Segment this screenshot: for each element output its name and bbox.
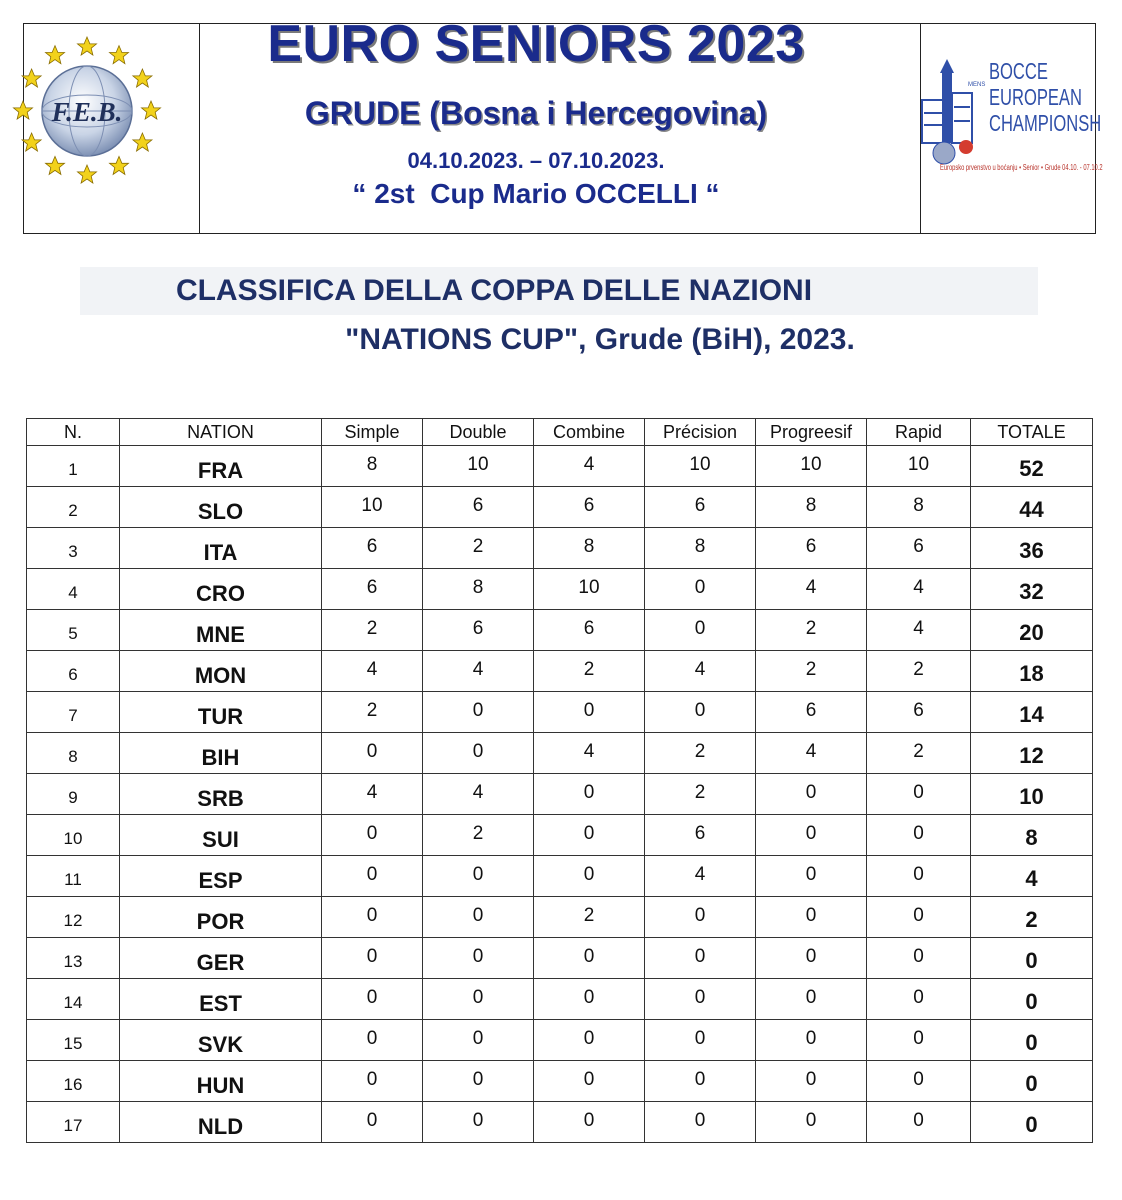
cell-double: 0 bbox=[423, 692, 534, 733]
cell-combine: 8 bbox=[534, 528, 645, 569]
cell-position: 5 bbox=[27, 610, 120, 651]
cell-double: 2 bbox=[423, 815, 534, 856]
cell-simple: 0 bbox=[322, 733, 423, 774]
cell-total: 12 bbox=[971, 733, 1093, 774]
table-row bbox=[27, 487, 1093, 528]
cell-total: 18 bbox=[971, 651, 1093, 692]
cell-rapid: 2 bbox=[867, 733, 971, 774]
cell-progressive: 0 bbox=[756, 774, 867, 815]
cell-rapid: 0 bbox=[867, 1061, 971, 1102]
cell-total: 52 bbox=[971, 446, 1093, 487]
cell-position: 16 bbox=[27, 1061, 120, 1102]
cell-combine: 0 bbox=[534, 979, 645, 1020]
bocce-logo-caption: Europsko prvenstvo u boćanju • Senior • Grude 04.10. - 07.10.2 bbox=[940, 163, 1103, 172]
cell-double: 8 bbox=[423, 569, 534, 610]
cell-combine: 10 bbox=[534, 569, 645, 610]
cell-nation: MNE bbox=[120, 610, 322, 651]
bocce-logo-small-text: MENS bbox=[968, 82, 986, 88]
nations-cup-table bbox=[26, 418, 1093, 1143]
cell-combine: 0 bbox=[534, 856, 645, 897]
col-header-progressive: Progreesif bbox=[756, 419, 867, 446]
star-icon bbox=[142, 101, 161, 119]
cell-position: 10 bbox=[27, 815, 120, 856]
cell-simple: 0 bbox=[322, 979, 423, 1020]
col-header-total: TOTALE bbox=[971, 419, 1093, 446]
cell-position: 3 bbox=[27, 528, 120, 569]
cell-simple: 10 bbox=[322, 487, 423, 528]
cell-progressive: 0 bbox=[756, 897, 867, 938]
star-icon bbox=[110, 156, 129, 174]
cell-simple: 0 bbox=[322, 856, 423, 897]
cell-precision: 10 bbox=[645, 446, 756, 487]
cell-combine: 0 bbox=[534, 1061, 645, 1102]
table-row bbox=[27, 610, 1093, 651]
feb-logo-text: F.E.B. bbox=[51, 97, 123, 127]
cell-double: 0 bbox=[423, 897, 534, 938]
cell-double: 6 bbox=[423, 610, 534, 651]
table-row bbox=[27, 528, 1093, 569]
cell-precision: 4 bbox=[645, 651, 756, 692]
cell-progressive: 6 bbox=[756, 692, 867, 733]
table-row bbox=[27, 569, 1093, 610]
cell-simple: 0 bbox=[322, 1102, 423, 1143]
cell-rapid: 0 bbox=[867, 1020, 971, 1061]
cell-progressive: 4 bbox=[756, 569, 867, 610]
cell-progressive: 0 bbox=[756, 1061, 867, 1102]
cell-rapid: 0 bbox=[867, 815, 971, 856]
table-row bbox=[27, 1020, 1093, 1061]
cell-progressive: 0 bbox=[756, 815, 867, 856]
cell-combine: 4 bbox=[534, 733, 645, 774]
cell-double: 0 bbox=[423, 1061, 534, 1102]
cell-position: 8 bbox=[27, 733, 120, 774]
table-row bbox=[27, 815, 1093, 856]
bocce-logo-line: EUROPEAN bbox=[989, 84, 1082, 110]
bocce-logo-line: CHAMPIONSH bbox=[989, 110, 1102, 136]
star-icon bbox=[110, 46, 129, 64]
cell-nation: TUR bbox=[120, 692, 322, 733]
cell-rapid: 8 bbox=[867, 487, 971, 528]
cell-double: 4 bbox=[423, 651, 534, 692]
cell-total: 44 bbox=[971, 487, 1093, 528]
cell-rapid: 0 bbox=[867, 897, 971, 938]
table-row bbox=[27, 651, 1093, 692]
cell-position: 6 bbox=[27, 651, 120, 692]
table-row bbox=[27, 1102, 1093, 1143]
cell-precision: 0 bbox=[645, 569, 756, 610]
cell-position: 11 bbox=[27, 856, 120, 897]
cell-double: 0 bbox=[423, 938, 534, 979]
cell-total: 0 bbox=[971, 1061, 1093, 1102]
cell-position: 12 bbox=[27, 897, 120, 938]
cell-double: 0 bbox=[423, 1102, 534, 1143]
cell-double: 0 bbox=[423, 979, 534, 1020]
cell-progressive: 2 bbox=[756, 651, 867, 692]
cell-precision: 0 bbox=[645, 979, 756, 1020]
event-title: EURO SENIORS 2023 bbox=[267, 15, 805, 73]
cell-precision: 0 bbox=[645, 692, 756, 733]
star-icon bbox=[133, 69, 152, 87]
cell-combine: 0 bbox=[534, 815, 645, 856]
cell-double: 4 bbox=[423, 774, 534, 815]
cell-rapid: 2 bbox=[867, 651, 971, 692]
cell-precision: 0 bbox=[645, 1061, 756, 1102]
col-header-precision: Précision bbox=[645, 419, 756, 446]
cell-precision: 8 bbox=[645, 528, 756, 569]
col-header-double: Double bbox=[423, 419, 534, 446]
cell-position: 15 bbox=[27, 1020, 120, 1061]
cell-total: 32 bbox=[971, 569, 1093, 610]
cell-rapid: 4 bbox=[867, 569, 971, 610]
cell-nation: ESP bbox=[120, 856, 322, 897]
table-row bbox=[27, 774, 1093, 815]
cell-nation: SUI bbox=[120, 815, 322, 856]
event-location: GRUDE (Bosna i Hercegovina) bbox=[304, 95, 768, 131]
cell-simple: 0 bbox=[322, 897, 423, 938]
cell-simple: 2 bbox=[322, 610, 423, 651]
cell-progressive: 0 bbox=[756, 1102, 867, 1143]
cell-progressive: 6 bbox=[756, 528, 867, 569]
cell-progressive: 4 bbox=[756, 733, 867, 774]
cell-total: 2 bbox=[971, 897, 1093, 938]
cell-simple: 0 bbox=[322, 1020, 423, 1061]
cell-double: 0 bbox=[423, 856, 534, 897]
cell-progressive: 0 bbox=[756, 856, 867, 897]
cell-double: 2 bbox=[423, 528, 534, 569]
cell-simple: 4 bbox=[322, 774, 423, 815]
cell-total: 0 bbox=[971, 1020, 1093, 1061]
cell-precision: 2 bbox=[645, 733, 756, 774]
cell-nation: BIH bbox=[120, 733, 322, 774]
cell-rapid: 4 bbox=[867, 610, 971, 651]
ranking-subtitle: "NATIONS CUP", Grude (BiH), 2023. bbox=[345, 323, 855, 356]
cell-rapid: 0 bbox=[867, 774, 971, 815]
cell-nation: SRB bbox=[120, 774, 322, 815]
cell-total: 4 bbox=[971, 856, 1093, 897]
cell-combine: 4 bbox=[534, 446, 645, 487]
cell-nation: FRA bbox=[120, 446, 322, 487]
cell-nation: ITA bbox=[120, 528, 322, 569]
cell-simple: 6 bbox=[322, 528, 423, 569]
cell-combine: 0 bbox=[534, 938, 645, 979]
cell-combine: 0 bbox=[534, 692, 645, 733]
cell-combine: 2 bbox=[534, 651, 645, 692]
cell-total: 0 bbox=[971, 1102, 1093, 1143]
cell-double: 0 bbox=[423, 733, 534, 774]
cell-progressive: 10 bbox=[756, 446, 867, 487]
cell-rapid: 6 bbox=[867, 692, 971, 733]
col-header-nation: NATION bbox=[120, 419, 322, 446]
star-icon bbox=[46, 156, 65, 174]
cell-combine: 0 bbox=[534, 1102, 645, 1143]
cell-simple: 0 bbox=[322, 1061, 423, 1102]
cell-progressive: 0 bbox=[756, 938, 867, 979]
table-row bbox=[27, 938, 1093, 979]
cell-progressive: 2 bbox=[756, 610, 867, 651]
cell-precision: 6 bbox=[645, 815, 756, 856]
event-dates: 04.10.2023. – 07.10.2023. bbox=[407, 148, 665, 173]
cell-precision: 0 bbox=[645, 897, 756, 938]
cell-position: 14 bbox=[27, 979, 120, 1020]
cell-nation: CRO bbox=[120, 569, 322, 610]
cell-position: 9 bbox=[27, 774, 120, 815]
cell-rapid: 6 bbox=[867, 528, 971, 569]
cell-progressive: 0 bbox=[756, 979, 867, 1020]
bocce-logo-text bbox=[989, 58, 1101, 136]
cell-total: 14 bbox=[971, 692, 1093, 733]
cell-precision: 6 bbox=[645, 487, 756, 528]
cell-double: 6 bbox=[423, 487, 534, 528]
cell-rapid: 10 bbox=[867, 446, 971, 487]
cell-simple: 2 bbox=[322, 692, 423, 733]
cell-rapid: 0 bbox=[867, 938, 971, 979]
cell-position: 7 bbox=[27, 692, 120, 733]
cell-nation: GER bbox=[120, 938, 322, 979]
cell-position: 13 bbox=[27, 938, 120, 979]
cell-progressive: 0 bbox=[756, 1020, 867, 1061]
table-row bbox=[27, 446, 1093, 487]
cell-nation: POR bbox=[120, 897, 322, 938]
cell-progressive: 8 bbox=[756, 487, 867, 528]
cell-rapid: 0 bbox=[867, 856, 971, 897]
cell-position: 17 bbox=[27, 1102, 120, 1143]
table-row bbox=[27, 897, 1093, 938]
table-row bbox=[27, 979, 1093, 1020]
cell-nation: SLO bbox=[120, 487, 322, 528]
cell-combine: 0 bbox=[534, 774, 645, 815]
cell-nation: EST bbox=[120, 979, 322, 1020]
cell-simple: 4 bbox=[322, 651, 423, 692]
cell-double: 10 bbox=[423, 446, 534, 487]
star-icon bbox=[14, 101, 33, 119]
star-icon bbox=[22, 133, 41, 151]
cell-total: 36 bbox=[971, 528, 1093, 569]
cell-precision: 0 bbox=[645, 1020, 756, 1061]
cell-simple: 8 bbox=[322, 446, 423, 487]
cell-combine: 0 bbox=[534, 1020, 645, 1061]
star-icon bbox=[78, 165, 97, 183]
cell-precision: 0 bbox=[645, 1102, 756, 1143]
cell-nation: SVK bbox=[120, 1020, 322, 1061]
cell-rapid: 0 bbox=[867, 979, 971, 1020]
ranking-title: CLASSIFICA DELLA COPPA DELLE NAZIONI bbox=[175, 274, 813, 307]
cell-precision: 2 bbox=[645, 774, 756, 815]
table-row bbox=[27, 856, 1093, 897]
star-icon bbox=[133, 133, 152, 151]
col-header-position: N. bbox=[27, 419, 120, 446]
cell-simple: 6 bbox=[322, 569, 423, 610]
table-header-row bbox=[27, 419, 1093, 446]
table-row bbox=[27, 733, 1093, 774]
bocce-logo-line: BOCCE bbox=[989, 58, 1048, 84]
cell-double: 0 bbox=[423, 1020, 534, 1061]
star-icon bbox=[46, 46, 65, 64]
col-header-simple: Simple bbox=[322, 419, 423, 446]
cell-position: 2 bbox=[27, 487, 120, 528]
star-icon bbox=[22, 69, 41, 87]
cell-precision: 0 bbox=[645, 610, 756, 651]
col-header-rapid: Rapid bbox=[867, 419, 971, 446]
cell-total: 20 bbox=[971, 610, 1093, 651]
cell-simple: 0 bbox=[322, 815, 423, 856]
table-row bbox=[27, 692, 1093, 733]
col-header-combine: Combine bbox=[534, 419, 645, 446]
event-cup-name: “ 2st Cup Mario OCCELLI “ bbox=[352, 178, 720, 209]
feb-logo-icon bbox=[12, 36, 162, 186]
cell-precision: 0 bbox=[645, 938, 756, 979]
cell-total: 8 bbox=[971, 815, 1093, 856]
cell-nation: MON bbox=[120, 651, 322, 692]
star-icon bbox=[78, 37, 97, 55]
cell-simple: 0 bbox=[322, 938, 423, 979]
cell-combine: 2 bbox=[534, 897, 645, 938]
cell-precision: 4 bbox=[645, 856, 756, 897]
cell-total: 10 bbox=[971, 774, 1093, 815]
cell-position: 4 bbox=[27, 569, 120, 610]
cell-combine: 6 bbox=[534, 487, 645, 528]
table-row bbox=[27, 1061, 1093, 1102]
cell-total: 0 bbox=[971, 938, 1093, 979]
cell-nation: HUN bbox=[120, 1061, 322, 1102]
cell-total: 0 bbox=[971, 979, 1093, 1020]
table-body bbox=[27, 446, 1093, 1143]
cell-rapid: 0 bbox=[867, 1102, 971, 1143]
cell-nation: NLD bbox=[120, 1102, 322, 1143]
cell-combine: 6 bbox=[534, 610, 645, 651]
cell-position: 1 bbox=[27, 446, 120, 487]
